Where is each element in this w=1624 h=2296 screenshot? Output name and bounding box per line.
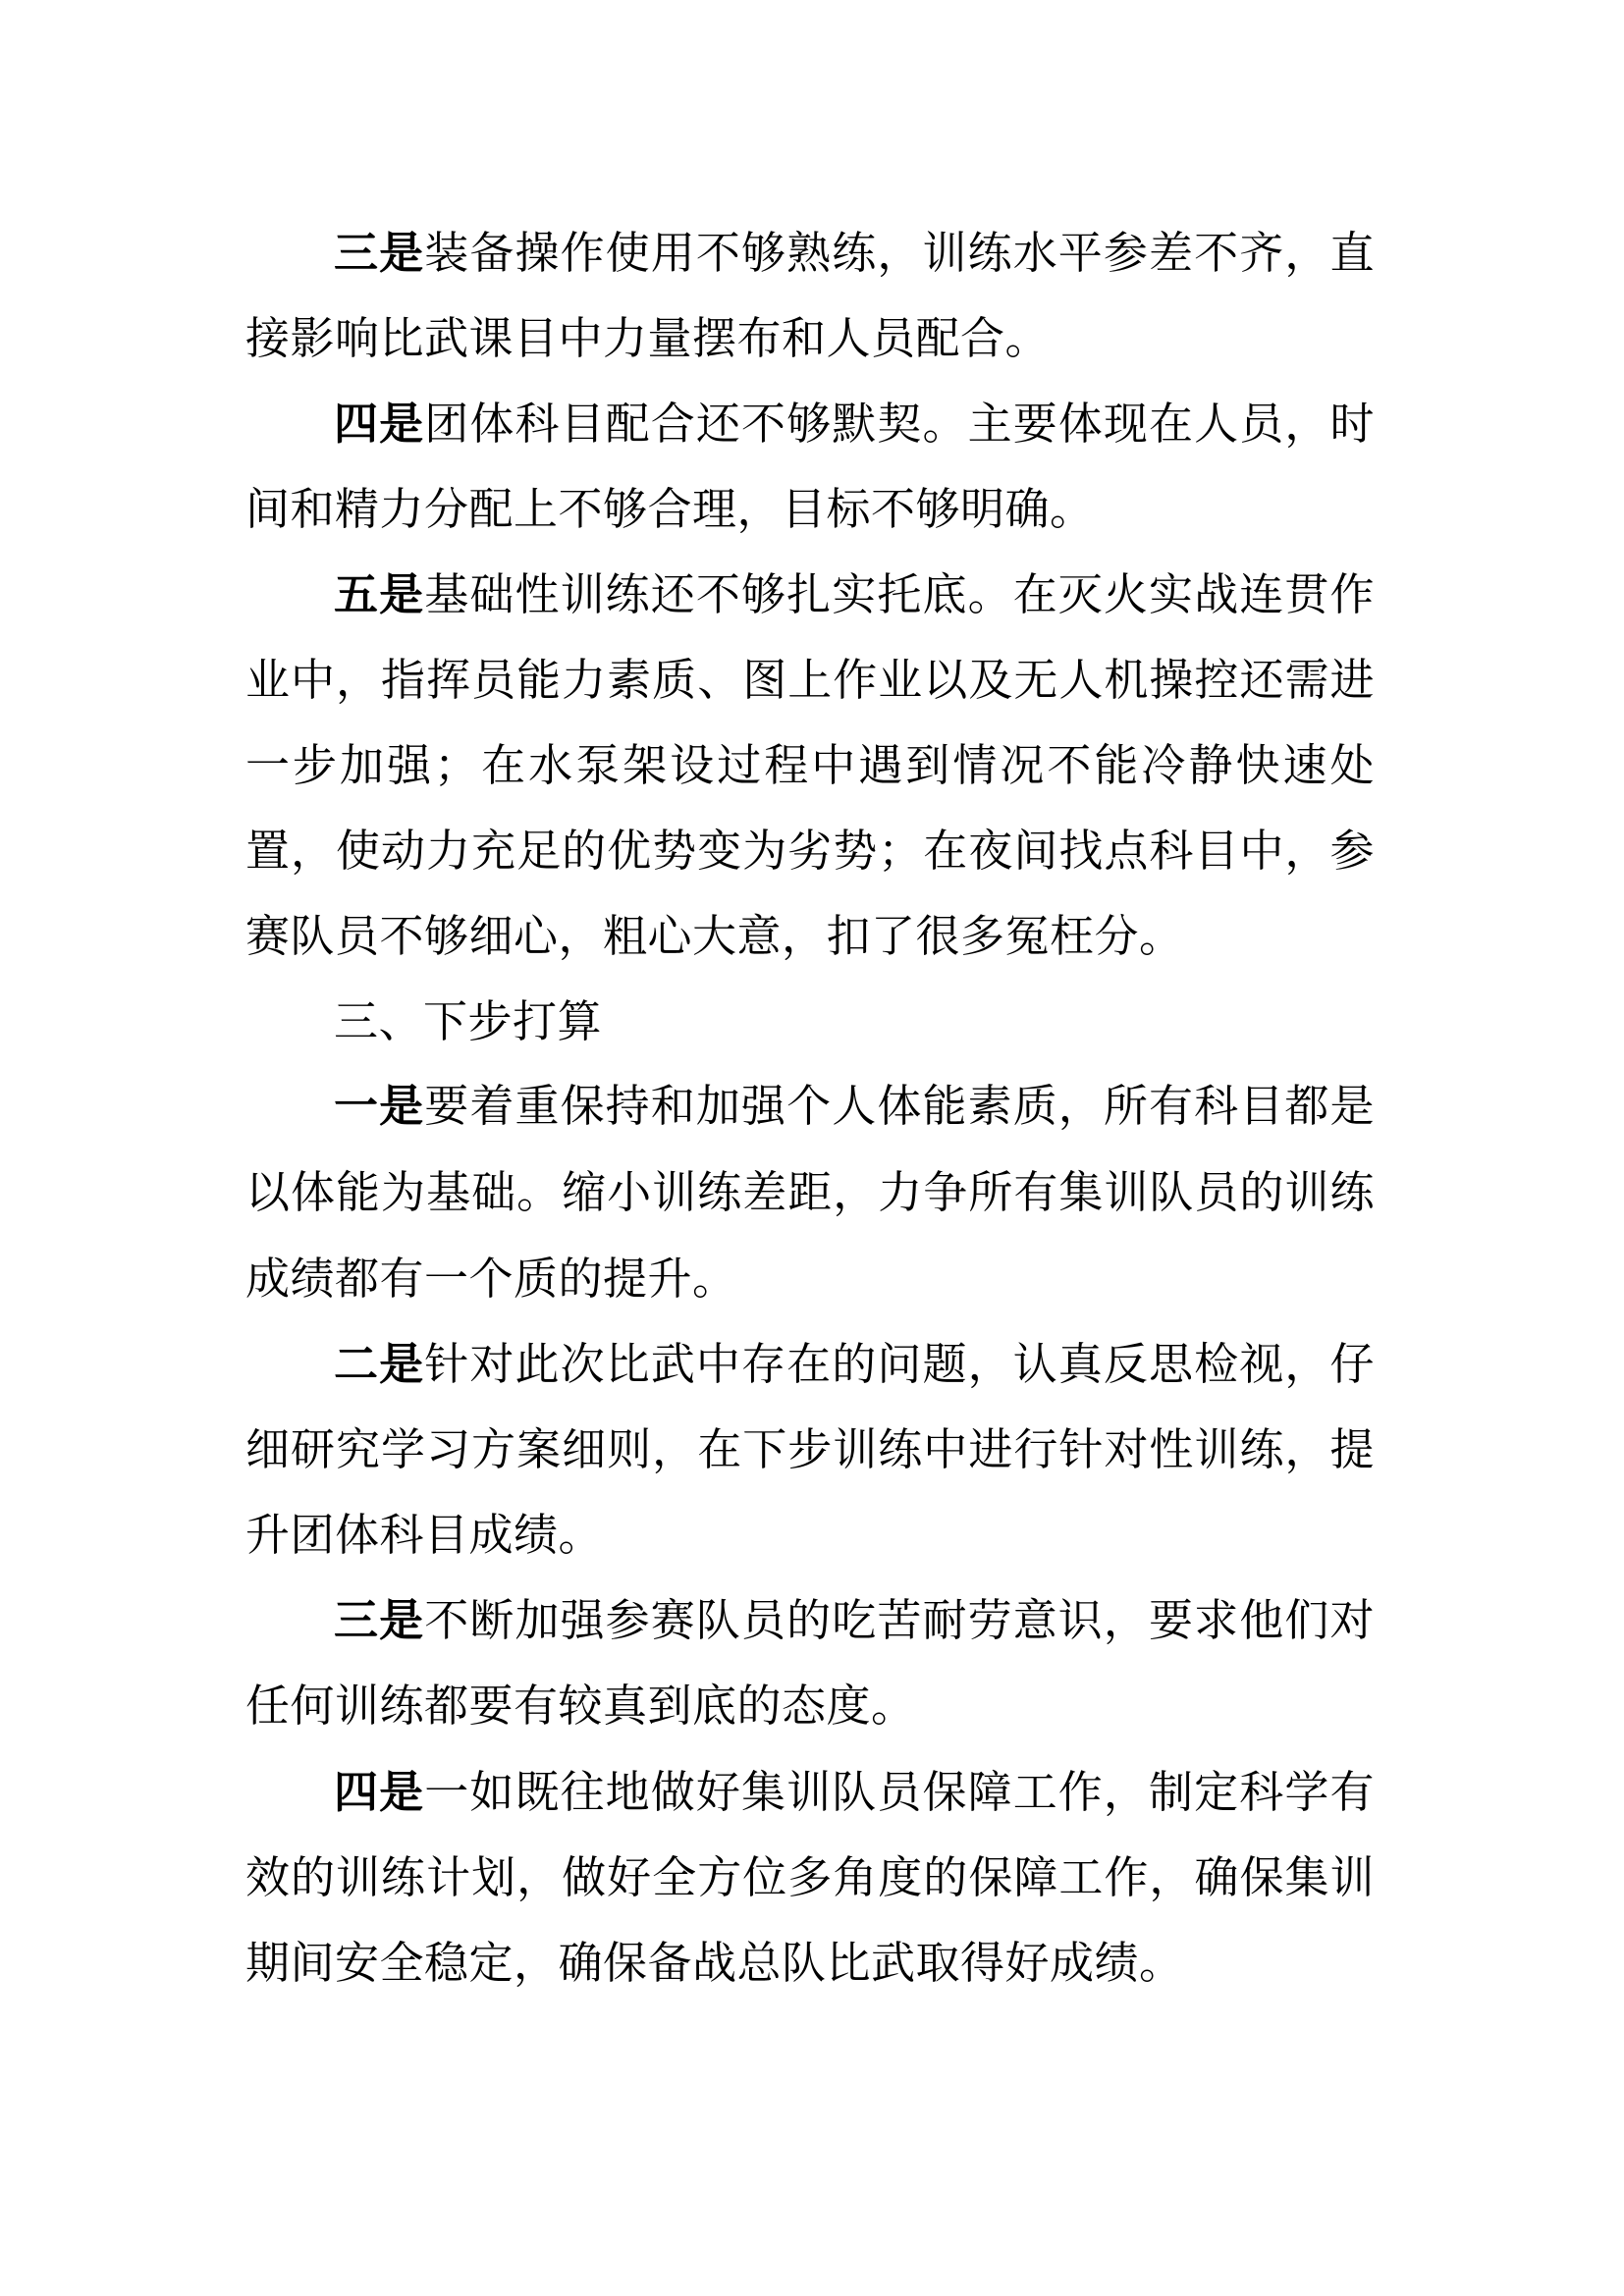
paragraph-lead: 三是 — [334, 1596, 425, 1645]
paragraph-problem-basics — [245, 552, 1375, 979]
paragraph-body: 装备操作使用不够熟练，训练水平参差不齐，直接影响比武课目中力量摆布和人员配合。 — [245, 228, 1375, 363]
paragraph-body: 不断加强参赛队员的吃苦耐劳意识，要求他们对任何训练都要有较真到底的态度。 — [245, 1596, 1375, 1731]
paragraph-lead: 一是 — [334, 1082, 425, 1131]
paragraph-lead: 四是 — [334, 1767, 425, 1817]
paragraph-lead: 三是 — [334, 228, 425, 278]
paragraph-plan-grit — [245, 1578, 1375, 1749]
paragraph-body: 基础性训练还不够扎实托底。在灭火实战连贯作业中，指挥员能力素质、图上作业以及无人机操控还需进一步加强；在水泵架设过程中遇到情况不能冷静快速处置，使动力充足的优势变为劣势；在夜间找点科目中，参赛队员不够细心，粗心大意，扣了很多冤枉分。 — [245, 569, 1375, 961]
paragraph-body: 针对此次比武中存在的问题，认真反思检视，仔细研究学习方案细则，在下步训练中进行针对性训练，提升团体科目成绩。 — [245, 1340, 1375, 1560]
paragraph-plan-support — [245, 1749, 1375, 2006]
paragraph-body-emphasis: 缩小训练差距，力争所有集训队员的训练成绩都有一个质的提升。 — [245, 1167, 1375, 1304]
section-heading-next-steps: 三、下步打算 — [334, 996, 603, 1046]
paragraph-body: 一如既往地做好集训队员保障工作，制定科学有效的训练计划，做好全方位多角度的保障工作，确保集训期间安全稳定， — [245, 1767, 1375, 1988]
paragraph-lead: 四是 — [334, 399, 425, 449]
paragraph-body: 团体科目配合还不够默契。主要体现在人员，时间和精力分配上不够合理，目标不够明确。 — [245, 399, 1375, 534]
paragraph-plan-review — [245, 1322, 1375, 1578]
paragraph-body-tail: 确保备战总队比武取得好成绩。 — [558, 1939, 1184, 1988]
paragraph-problem-equipment — [245, 210, 1375, 381]
paragraph-plan-physical — [245, 1064, 1375, 1322]
paragraph-lead: 五是 — [334, 569, 425, 619]
paragraph-problem-team — [245, 381, 1375, 552]
paragraph-lead: 二是 — [334, 1340, 425, 1389]
paragraph-body: 要着重保持和加强个人体能素质，所有科目都是以体能为基础。 — [245, 1082, 1375, 1217]
